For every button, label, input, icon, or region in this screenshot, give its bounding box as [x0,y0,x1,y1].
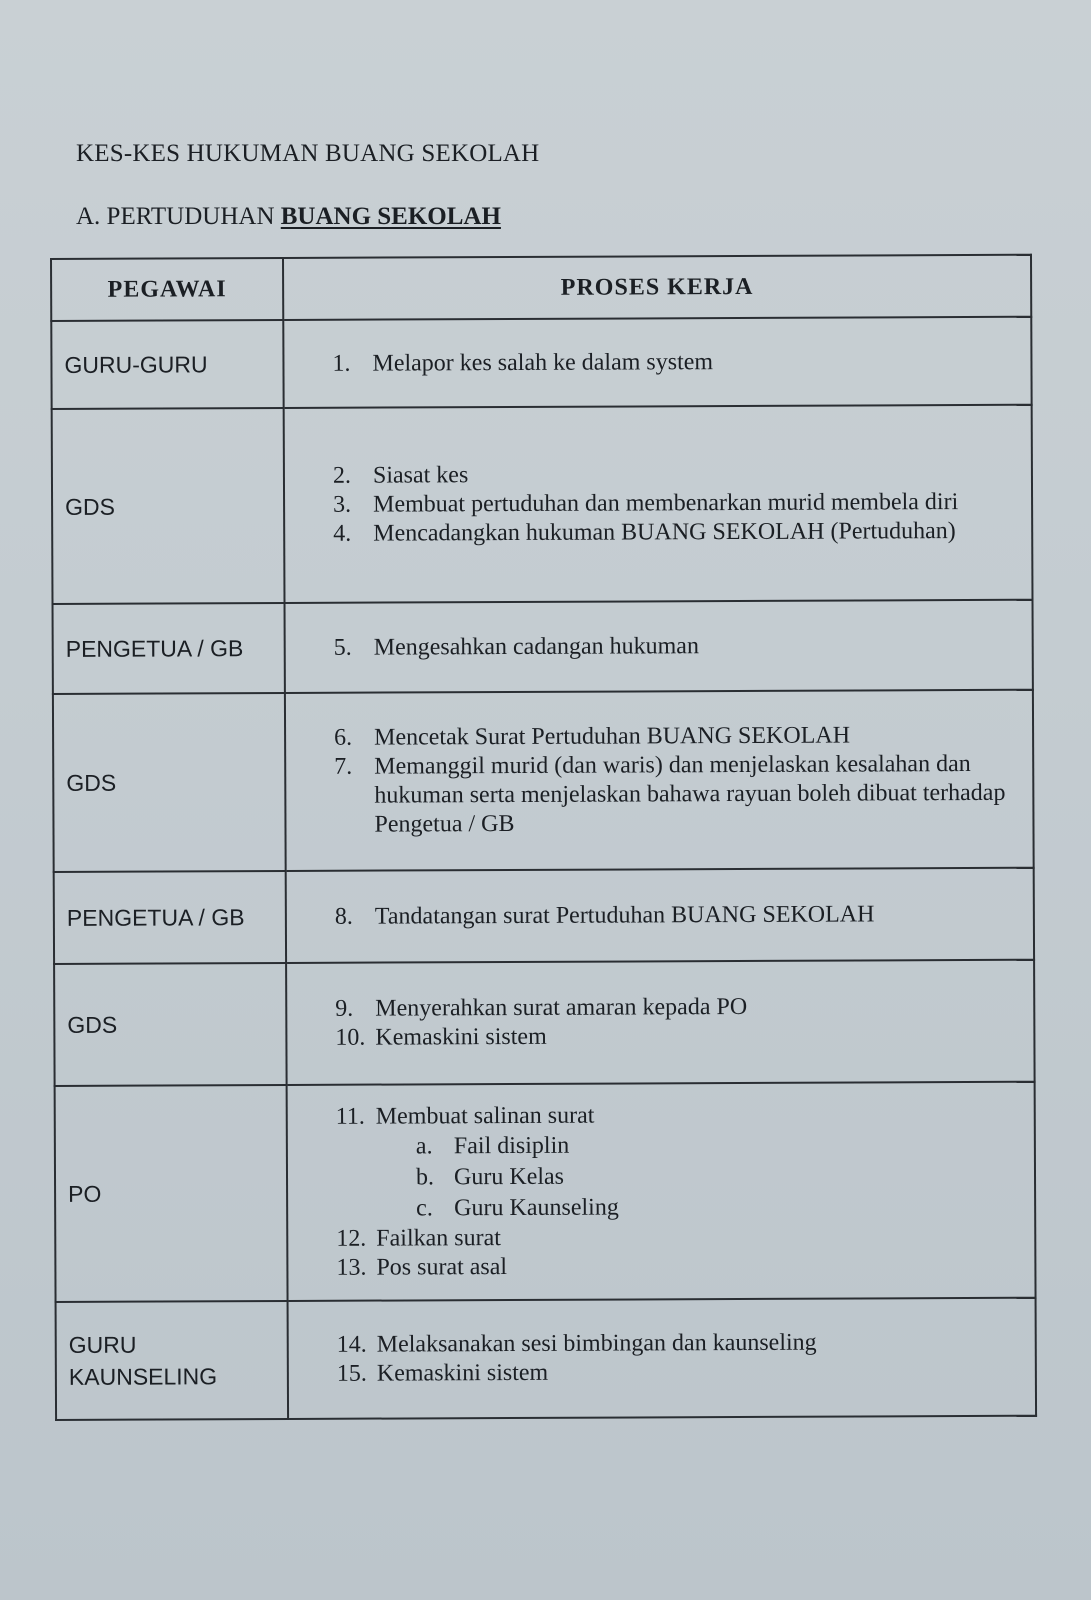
work-process-table [50,254,1037,1421]
process-cell [283,317,1031,408]
step-text: Tandatangan surat Pertuduhan BUANG SEKOLAH [374,900,875,930]
sub-item-text: Fail disiplin [453,1132,570,1160]
work-process-table-wrapper [50,254,1035,1421]
table-row [51,317,1031,409]
officer-cell: GDS [54,963,287,1086]
document-title: KES-KES HUKUMAN BUANG SEKOLAH [76,140,540,167]
step-number: 15. [336,1360,367,1387]
process-cell [286,868,1034,963]
step-number: 6. [334,724,353,751]
step-number: 2. [332,462,352,489]
process-step [335,899,1013,931]
process-cell [286,960,1035,1085]
process-step [336,1251,1014,1283]
step-text: Mengesahkan cadangan hukuman [373,632,699,661]
step-number: 10. [335,1024,366,1051]
step-text: Mencadangkan hukuman BUANG SEKOLAH (Pertuduhan) [373,518,956,547]
officer-cell: GDS [53,693,286,872]
sub-item-letter: b. [415,1164,435,1191]
sub-item-letter: a. [415,1133,433,1160]
table-row [55,1082,1036,1302]
header-officer: PEGAWAI [51,258,283,321]
officer-cell: GDS [52,408,285,604]
step-number: 1. [332,350,351,377]
table-row [52,405,1033,604]
process-step [337,1357,1015,1389]
step-number: 11. [335,1103,365,1130]
sub-item-text: Guru Kelas [453,1163,565,1191]
step-number: 8. [334,903,353,930]
section-heading-prefix: A. PERTUDUHAN [76,203,275,230]
step-text: Melaksanakan sesi bimbingan dan kaunseling [376,1329,817,1358]
officer-cell: GURU-GURU [51,320,283,409]
process-step [337,1328,1015,1360]
table-row [53,600,1033,694]
step-number: 3. [333,491,352,518]
table-header-row [51,255,1031,321]
step-text: Melapor kes salah ke dalam system [372,348,714,377]
step-number: 14. [336,1331,367,1358]
process-step [334,630,1012,662]
process-step [336,1222,1014,1254]
process-step [332,346,1010,378]
step-text: Membuat salinan surat [375,1102,595,1130]
process-cell [285,600,1033,693]
step-text: Mencetak Surat Pertuduhan BUANG SEKOLAH [374,722,851,751]
section-heading-emphasis: BUANG SEKOLAH [280,203,501,230]
header-process: PROSES KERJA [283,255,1031,320]
process-cell [288,1298,1037,1419]
sub-item-letter: c. [416,1195,433,1222]
officer-cell: PENGETUA / GB [53,603,285,694]
step-text: Pos surat asal [376,1254,508,1281]
process-step [334,721,1012,753]
step-text: Failkan surat [376,1225,501,1252]
step-text: Kemaskini sistem [376,1359,549,1387]
step-number: 13. [336,1254,367,1281]
step-text: Kemaskini sistem [375,1023,547,1051]
step-text: Memanggil murid (dan waris) dan menjelaskan kesalahan dan hukuman serta menjelaskan bahawa rayuan boleh dibuat terhadap Pengetua / GB [374,750,1006,838]
officer-cell: PO [55,1085,288,1302]
process-step [333,517,1011,549]
step-text: Membuat pertuduhan dan membenarkan murid membela diri [373,489,959,518]
step-number: 7. [334,753,353,780]
step-number: 4. [333,520,352,547]
process-cell [284,405,1033,603]
sub-list [416,1129,1014,1225]
table-body [51,317,1036,1420]
process-cell [287,1082,1036,1301]
process-cell [285,690,1034,871]
sub-item [416,1160,1014,1194]
sub-item [416,1129,1014,1163]
step-number: 5. [333,634,352,661]
process-step [333,459,1011,491]
table-row [54,868,1034,964]
table-row [54,960,1035,1086]
step-number: 12. [336,1225,367,1252]
process-step [336,1100,1014,1132]
sub-item-text: Guru Kaunseling [454,1194,619,1222]
process-step [335,1021,1013,1053]
process-step [334,750,1012,840]
section-heading [76,203,501,231]
table-row [53,690,1034,872]
sub-item [416,1191,1014,1225]
officer-cell: GURU KAUNSELING [56,1301,289,1420]
officer-cell: PENGETUA / GB [54,871,286,964]
step-text: Menyerahkan surat amaran kepada PO [375,993,748,1022]
table-row [56,1298,1037,1420]
step-number: 9. [335,995,354,1022]
process-step [335,992,1013,1024]
process-step [333,488,1011,520]
step-text: Siasat kes [372,462,469,489]
